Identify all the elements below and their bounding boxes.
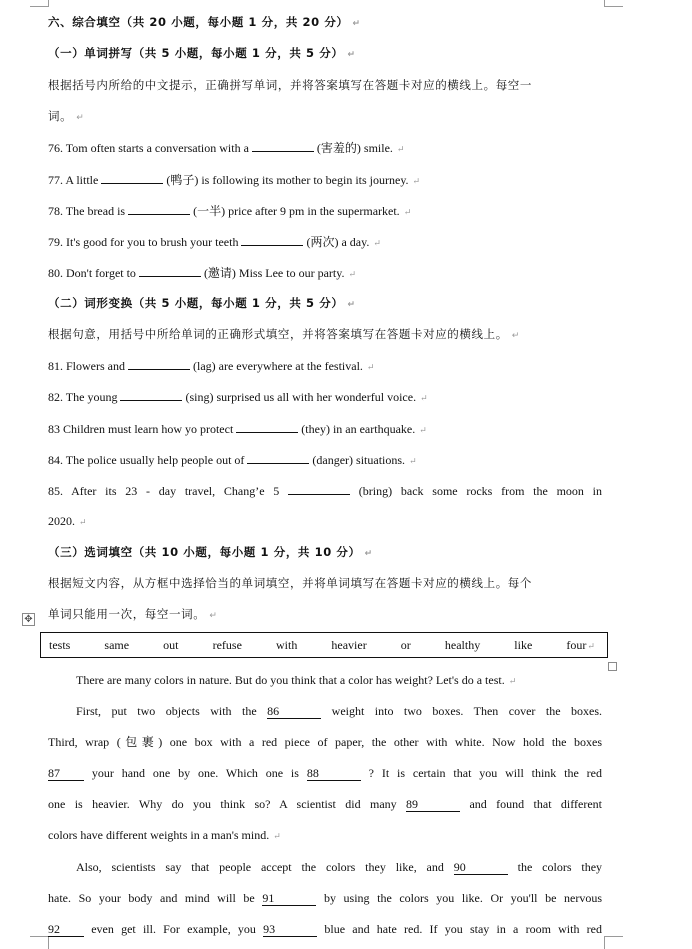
word-bank-item: tests [49,637,71,652]
blank-92[interactable]: 92 [48,923,84,937]
paragraph-mark: ↵ [273,831,281,841]
word-bank-item: healthy [444,637,481,652]
table-move-handle[interactable]: ✥ [22,613,35,626]
part3-instruction-line1: 根据短文内容，从方框中选择恰当的单词填空，并将单词填写在答题卡对应的横线上。每个 [48,576,532,590]
passage-p2-line5 [48,827,281,844]
part2-instruction [48,326,520,344]
question-79 [48,233,381,251]
question-76 [48,139,404,157]
part1-instruction-line2: 词。 [48,109,73,123]
paragraph-mark: ↵ [352,19,361,29]
part2-instruction-text: 根据句意，用括号中所给单词的正确形式填空，并将答案填写在答题卡对应的横线上。 [48,327,508,341]
paragraph-mark: ↵ [396,144,405,154]
q77-text-before: 77. A little [48,173,99,187]
q76-text-after: (害羞的) smile. [316,141,393,155]
q82-text-after: (sing) surprised us all with her wonderful voice. [185,390,417,404]
blank-93[interactable]: 93 [263,923,317,937]
word-bank-item: four [566,637,587,652]
q81-answer-blank[interactable] [128,357,190,370]
part1-instruction [48,77,532,93]
passage-p3-line2 [48,890,602,906]
cell-mark: ↵ [587,640,595,651]
part3-instruction-cont [48,606,217,624]
question-77 [48,171,420,189]
passage-text: even get ill. For example, you [91,922,256,936]
question-84 [48,451,417,469]
q84-text-before: 84. The police usually help people out of [48,453,245,467]
q84-text-after: (danger) situations. [312,453,406,467]
paragraph-mark: ↵ [364,549,373,559]
q82-text-before: 82. The young [48,390,118,404]
passage-text: your hand one by one. Which one is [91,766,299,780]
word-bank-item: refuse [212,637,242,652]
passage-text: weight into two boxes. Then cover the boxes. [331,704,603,718]
section-title: 六、综合填空（共 20 小题，每小题 1 分，共 20 分） [48,15,349,29]
paragraph-mark: ↵ [209,611,218,621]
q84-answer-blank[interactable] [247,451,309,464]
q78-text-after: (一半) price after 9 pm in the supermarket. [193,204,400,218]
word-bank-item-last [566,638,595,653]
part3-instruction-line2: 单词只能用一次，每空一词。 [48,607,206,621]
passage-text: and found that different [469,797,602,811]
passage-p3-line1 [76,859,602,875]
crop-mark-bottom-right [604,936,623,949]
paragraph-mark: ↵ [511,331,520,341]
q79-answer-blank[interactable] [241,233,303,246]
paragraph-mark: ↵ [79,517,87,527]
question-81 [48,357,374,375]
word-bank-item: out [163,637,179,652]
passage-text: Also, scientists say that people accept the colors they like, and [76,860,444,874]
q81-text-after: (lag) are everywhere at the festival. [193,359,363,373]
q81-text-before: 81. Flowers and [48,359,125,373]
part1-title: （一）单词拼写（共 5 小题，每小题 1 分，共 5 分） [48,46,344,60]
passage-p2-line1 [76,703,602,719]
passage-text: blue and hate red. If you stay in a room with red [324,922,603,936]
q77-answer-blank[interactable] [101,171,163,184]
q85-text-line2: 2020. [48,514,75,528]
word-bank-box [40,632,608,658]
q80-text-after: (邀请) Miss Lee to our party. [203,266,345,280]
passage-text: Third, wrap (包裹) one box with a red piece of paper, the other with white. Now hold the boxes [48,735,602,749]
q82-answer-blank[interactable] [120,388,182,401]
paragraph-mark: ↵ [419,425,427,435]
paragraph-mark: ↵ [403,207,412,217]
crop-mark-bottom-left [30,936,49,949]
part3-instruction [48,575,532,591]
q78-answer-blank[interactable] [128,202,190,215]
q80-text-before: 80. Don't forget to [48,266,136,280]
q78-text-before: 78. The bread is [48,204,126,218]
paragraph-mark: ↵ [412,176,421,186]
q85-text-before: 85. After its 23 - day travel, Chang’e 5 [48,484,280,498]
part2-title: （二）词形变换（共 5 小题，每小题 1 分，共 5 分） [48,296,344,310]
part1-instruction-line1: 根据括号内所给的中文提示，正确拼写单词，并将答案填写在答题卡对应的横线上。每空一 [48,78,532,92]
crop-mark-top-right [604,0,623,7]
part3-heading [48,544,373,562]
blank-86[interactable]: 86 [267,705,321,719]
question-85 [48,482,602,499]
q83-text-after: (they) in an earthquake. [301,422,416,436]
blank-88[interactable]: 88 [307,767,361,781]
blank-90[interactable]: 90 [454,861,508,875]
q83-answer-blank[interactable] [236,420,298,433]
part1-instruction-cont [48,108,84,126]
passage-p1-text: There are many colors in nature. But do you think that a color has weight? Let's do a test. [76,673,505,687]
paragraph-mark: ↵ [348,269,357,279]
word-bank-item: with [275,637,298,652]
question-78 [48,202,411,220]
word-bank-item: or [400,637,411,652]
blank-87[interactable]: 87 [48,767,84,781]
passage-text: hate. So your body and mind will be [48,891,255,905]
table-resize-handle[interactable] [608,662,617,671]
question-82 [48,388,428,406]
paragraph-mark: ↵ [366,362,375,372]
passage-text: colors have different weights in a man's mind. [48,828,270,842]
q76-text-before: 76. Tom often starts a conversation with a [48,141,249,155]
paragraph-mark: ↵ [420,393,428,403]
q76-answer-blank[interactable] [252,139,314,152]
paragraph-mark: ↵ [347,300,356,310]
question-83 [48,420,427,438]
blank-89[interactable]: 89 [406,798,460,812]
q79-text-before: 79. It's good for you to brush your teeth [48,235,239,249]
blank-91[interactable]: 91 [262,892,316,906]
crop-mark-top-left [30,0,49,7]
paragraph-mark: ↵ [76,113,85,123]
word-bank-item: like [514,637,533,652]
passage-text: one is heavier. Why do you think so? A scientist did many [48,797,397,811]
paragraph-mark: ↵ [347,50,356,60]
q85-text-after: (bring) back some rocks from the moon in [358,484,602,498]
passage-text: First, put two objects with the [76,704,257,718]
word-bank-item: heavier [331,637,367,652]
passage-p2-line4 [48,796,602,812]
q79-text-after: (两次) a day. [306,235,370,249]
q83-text-before: 83 Children must learn how yo protect [48,422,234,436]
q80-answer-blank[interactable] [139,264,201,277]
passage-text: by using the colors you like. Or you'll be nervous [323,891,603,905]
paragraph-mark: ↵ [373,238,381,248]
paragraph-mark: ↵ [508,676,517,686]
word-bank-item: same [104,637,130,652]
q85-answer-blank[interactable] [288,482,350,495]
part2-heading [48,295,356,313]
question-85-cont [48,513,87,530]
part3-title: （三）选词填空（共 10 小题，每小题 1 分，共 10 分） [48,545,361,559]
paragraph-mark: ↵ [409,456,417,466]
passage-text: ? It is certain that you will think the red [368,766,603,780]
question-80 [48,264,356,282]
part1-heading [48,45,356,63]
q77-text-after: (鸭子) is following its mother to begin its journey. [166,173,409,187]
passage-text: the colors they [517,860,603,874]
passage-p2-line2 [48,734,602,750]
passage-paragraph-1 [76,672,516,689]
passage-p2-line3 [48,765,602,781]
passage-p3-line3 [48,921,602,937]
section-heading [48,14,361,32]
